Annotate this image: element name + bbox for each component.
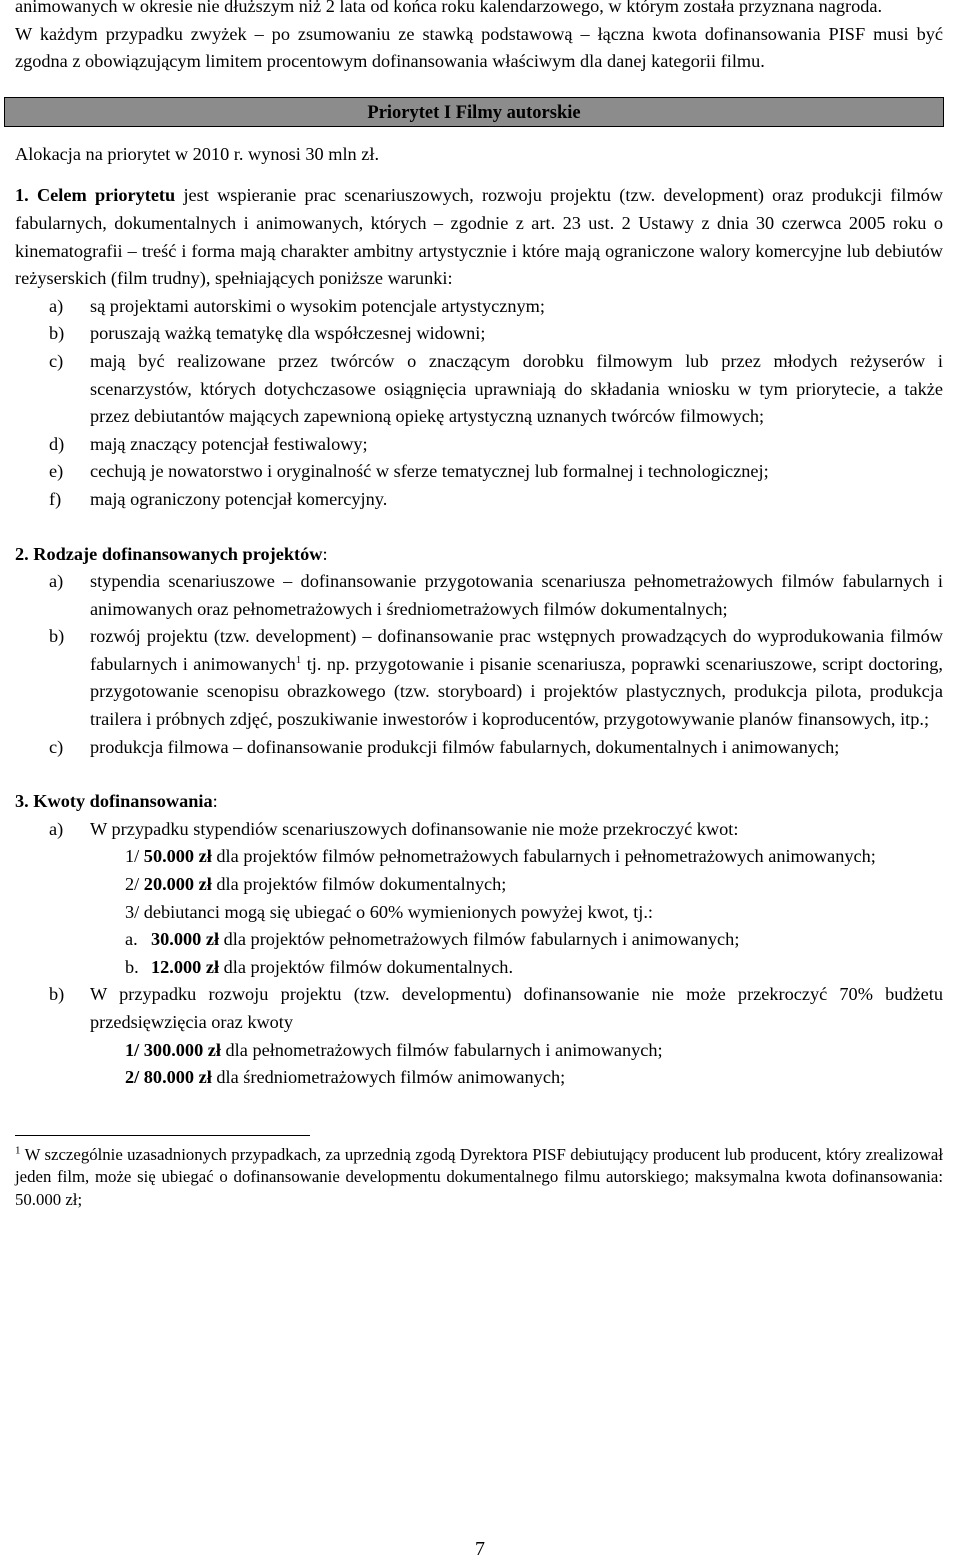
amount-line: 1/ 50.000 zł dla projektów filmów pełnometrażowych fabularnych i pełnometrażowych animowanych; bbox=[125, 846, 876, 867]
list-item: c) produkcja filmowa – dofinansowanie produkcji filmów fabularnych, dokumentalnych i animowanych; bbox=[49, 736, 840, 757]
list-item: f) mają ograniczony potencjał komercyjny. bbox=[49, 488, 388, 509]
list-item: b) rozwój projektu (tzw. development) – dofinansowanie prac wstępnych prowadzących do wyprodukowania filmów fabularnych i animowanych$^1$ tj. np. przygotowanie i pisanie scenariusza, poprawki scenariuszowe, script doctoring, przygotowanie scenopisu obrazkowego (tzw. storyboard) i projektów plastycznych, produkcja pilota, produkcja trailera i próbnych zdjęć, poszukiwanie inwestorów i koproducentów, przygotowywanie planów finansowych, itp.; bbox=[49, 626, 943, 730]
section-1-heading: Celem priorytetu bbox=[36, 185, 176, 206]
document-page bbox=[15, 0, 943, 1211]
amount-line: 3/ debiutanci mogą się ubiegać o 60% wymienionych powyżej kwot, tj.: bbox=[125, 901, 654, 922]
section-1-text: jest wspieranie prac scenariuszowych, rozwoju projektu (tzw. development) oraz produkcji filmów fabularnych, dokumentalnych i animowanych, których – zgodnie z art. 23 ust. 2 Ustawy z dnia 30 czerwca 2005 roku o kinematografii – treść i forma mają charakter ambitny artystycznie i które mają ograniczone walory komercyjne lub debiutów reżyserskich (film trudny), spełniających poniższe warunki: bbox=[15, 185, 944, 289]
allocation-text: Alokacja na priorytet w 2010 r. wynosi 30 mln zł. bbox=[15, 143, 380, 164]
section-2-heading: 2. Rodzaje dofinansowanych projektów: bbox=[15, 543, 328, 564]
amount-line: b. 12.000 zł dla projektów filmów dokumentalnych. bbox=[125, 956, 514, 977]
amount-line: 2/ 80.000 zł dla średniometrażowych filmów animowanych; bbox=[125, 1067, 566, 1088]
section-1-paragraph bbox=[15, 182, 943, 292]
list-item: c) mają być realizowane przez twórców o znaczącym dorobku filmowym lub przez młodych reżyserów i scenarzystów, których dotychczasowe osiągnięcia uprawniają do składania wniosku w tym priorytecie, a także przez debiutantów mających zapewnioną opiekę artystyczną uznanych twórców filmowych; bbox=[49, 350, 943, 427]
list-item: b) poruszają ważką tematykę dla współczesnej widowni; bbox=[49, 323, 486, 344]
list-item: d) mają znaczący potencjał festiwalowy; bbox=[49, 433, 368, 454]
section-1-number: 1. bbox=[15, 185, 29, 206]
amount-line: a. 30.000 zł dla projektów pełnometrażowych filmów fabularnych i animowanych; bbox=[125, 929, 740, 950]
priority-banner: Priorytet I Filmy autorskie bbox=[4, 97, 944, 127]
list-item: e) cechują je nowatorstwo i oryginalność w sferze tematycznej lub formalnej i technologicznej; bbox=[49, 461, 769, 482]
footnote: $^1$ W szczególnie uzasadnionych przypadkach, za uprzednią zgodą Dyrektora PISF debiutujący producent lub producent, który zrealizował jeden film, może się ubiegać o dofinansowanie developmentu dokumentalnego filmu autorskiego; maksymalna kwota dofinansowania: 50.000 zł; bbox=[15, 1144, 943, 1209]
section-3-heading: 3. Kwoty dofinansowania: bbox=[15, 791, 218, 812]
list-item: a) W przypadku stypendiów scenariuszowych dofinansowanie nie może przekroczyć kwot: bbox=[49, 818, 739, 839]
amount-line: 2/ 20.000 zł dla projektów filmów dokumentalnych; bbox=[125, 874, 507, 895]
list-item: b) W przypadku rozwoju projektu (tzw. developmentu) dofinansowanie nie może przekroczyć 70% budżetu przedsięwzięcia oraz kwoty bbox=[49, 984, 943, 1032]
footnote-reference: 1 bbox=[295, 653, 302, 666]
page-number: 7 bbox=[475, 1538, 485, 1560]
footnote-separator bbox=[15, 1135, 310, 1136]
amount-line: 1/ 300.000 zł dla pełnometrażowych filmów fabularnych i animowanych; bbox=[125, 1039, 663, 1060]
list-item: a) stypendia scenariuszowe – dofinansowanie przygotowania scenariusza pełnometrażowych filmów fabularnych i animowanych oraz pełnometrażowych i średniometrażowych filmów dokumentalnych; bbox=[49, 571, 943, 619]
intro-paragraph-2: W każdym przypadku zwyżek – po zsumowaniu ze stawką podstawową – łączna kwota dofinansowania PISF musi być zgodna z obowiązującym limitem procentowym dofinansowania właściwym dla danej kategorii filmu. bbox=[15, 23, 943, 72]
intro-paragraph-1: animowanych w okresie nie dłuższym niż 2 lata od końca roku kalendarzowego, w którym została przyznana nagroda. bbox=[15, 0, 883, 16]
list-item: a) są projektami autorskimi o wysokim potencjale artystycznym; bbox=[49, 295, 545, 316]
